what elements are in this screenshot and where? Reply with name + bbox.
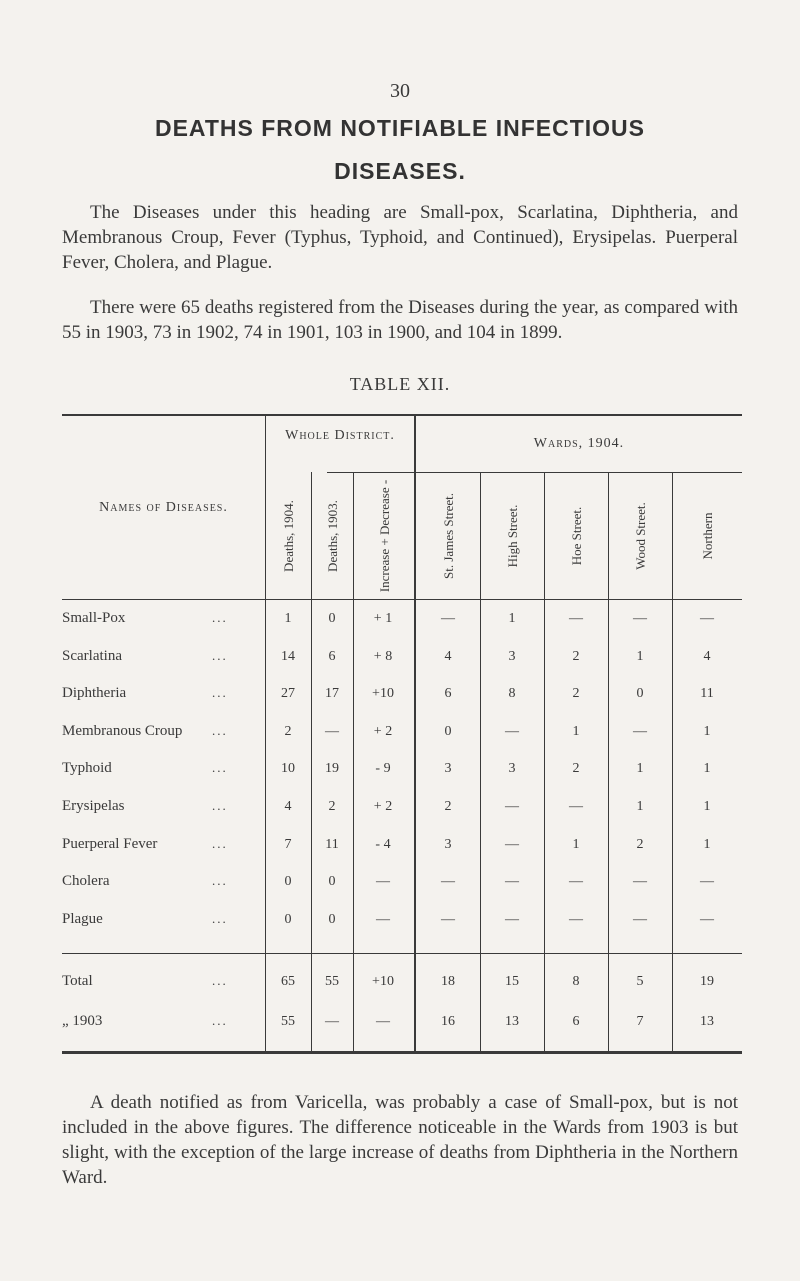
table-cell: 1 — [703, 836, 711, 852]
row-label — [62, 610, 262, 627]
row-label — [62, 911, 262, 928]
table-cell: 8 — [508, 686, 516, 702]
table-cell: 0 — [284, 874, 292, 890]
table-cell: 1 — [284, 611, 292, 626]
table-cell: 0 — [444, 723, 452, 739]
table-cell: — — [569, 911, 583, 927]
table-cell: + 8 — [373, 648, 393, 664]
disease-name: Plague — [62, 911, 106, 927]
table-cell: 2 — [444, 799, 452, 814]
table-cell: 6 — [444, 686, 452, 702]
table-cell: — — [633, 874, 647, 890]
table-cell: 3 — [508, 761, 516, 777]
disease-name: Scarlatina — [62, 648, 125, 664]
row-label — [62, 685, 262, 702]
leader-dots: ... — [212, 685, 228, 701]
table-cell: — — [376, 911, 390, 927]
table-cell: 1 — [508, 611, 516, 626]
table-cell: — — [441, 874, 455, 890]
table-cell: — — [376, 874, 390, 890]
wards-header: Wards, 1904. — [533, 436, 625, 451]
table-cell: — — [505, 874, 519, 890]
table-cell: — — [569, 799, 583, 814]
table-cell: 4 — [703, 648, 711, 664]
column-header-increase-decrease: Increase + Decrease - — [376, 479, 391, 593]
disease-name: Membranous Croup — [62, 723, 185, 739]
leader-dots: ... — [212, 798, 228, 813]
table-cell: — — [700, 874, 714, 890]
table-cell: 13 — [700, 1014, 714, 1029]
row-label — [62, 973, 262, 990]
table-cell: — — [325, 723, 339, 739]
table-cell: — — [441, 911, 455, 927]
deaths-summary-paragraph: There were 65 deaths registered from the Diseases during the year, as compared with 55 in 1903, 73 in 1902, 74 in 1901, 103 in 1900, and 104 in 1899. — [62, 297, 738, 343]
disease-name: Small-Pox — [62, 610, 128, 626]
table-cell: 13 — [505, 1014, 519, 1029]
table-cell: 15 — [505, 974, 519, 989]
table-cell: 65 — [281, 974, 295, 989]
table-cell: 10 — [281, 761, 295, 777]
table-cell: 1 — [703, 723, 711, 739]
leader-dots: ... — [212, 835, 228, 851]
column-header-hoe-street: Hoe Street. — [568, 506, 584, 566]
disease-name: Erysipelas — [62, 798, 127, 814]
row-label — [62, 1013, 262, 1030]
table-cell: 7 — [284, 836, 292, 852]
table-cell: — — [505, 723, 519, 739]
table-cell: 2 — [328, 799, 336, 814]
table-cell: — — [376, 1014, 390, 1029]
deaths-table — [62, 414, 742, 1054]
disease-name: Total — [62, 973, 96, 989]
table-cell: 17 — [325, 686, 339, 702]
table-cell: 0 — [284, 911, 292, 927]
table-cell: 1 — [636, 761, 644, 777]
table-cell: 16 — [441, 1014, 455, 1029]
table-cell: +10 — [372, 974, 394, 989]
table-cell: 55 — [281, 1014, 295, 1029]
table-cell: 11 — [325, 836, 339, 852]
column-header-deaths-1904: Deaths, 1904. — [280, 500, 296, 572]
leader-dots: ... — [212, 910, 228, 926]
table-cell: 19 — [325, 761, 339, 777]
table-cell: +10 — [372, 686, 394, 702]
table-cell: 0 — [636, 686, 644, 702]
table-cell: 8 — [572, 974, 580, 989]
table-cell: 7 — [636, 1014, 644, 1029]
names-of-diseases-header: Names of Diseases. — [99, 500, 228, 515]
page-heading: DEATHS FROM NOTIFIABLE INFECTIOUS — [154, 115, 645, 141]
row-label — [62, 798, 262, 815]
table-cell: 3 — [508, 648, 516, 664]
table-cell: 2 — [572, 648, 580, 664]
closing-paragraph: A death notified as from Varicella, was probably a case of Small-pox, but is not included in the above figures. The difference noticeable in the Wards from 1903 is but slight, with the exception of the large increase of deaths from Diphtheria in the Northern Ward. — [62, 1092, 738, 1188]
table-cell: 11 — [700, 686, 714, 702]
table-cell: - 4 — [375, 836, 391, 852]
table-cell: 1 — [703, 761, 711, 777]
row-label — [62, 648, 262, 665]
table-cell: 2 — [636, 836, 644, 852]
disease-name: „ 1903 — [62, 1013, 105, 1029]
leader-dots: ... — [212, 1013, 228, 1028]
page-heading-continued: DISEASES. — [334, 158, 466, 184]
table-cell: 6 — [328, 648, 336, 664]
table-cell: 1 — [572, 836, 580, 852]
table-cell: — — [633, 911, 647, 927]
column-header-deaths-1903: Deaths, 1903. — [324, 500, 340, 572]
disease-name: Diphtheria — [62, 685, 129, 701]
table-cell: 2 — [284, 723, 292, 739]
column-header-high-street: High Street. — [504, 504, 520, 568]
table-cell: 0 — [328, 611, 336, 626]
table-cell: 3 — [444, 761, 452, 777]
page-number: 30 — [390, 80, 410, 102]
table-cell: + 2 — [373, 723, 393, 739]
table-cell: 0 — [328, 874, 336, 890]
table-cell: + 2 — [373, 799, 393, 814]
table-cell: 18 — [441, 974, 455, 989]
leader-dots: ... — [212, 647, 228, 663]
table-cell: — — [325, 1014, 339, 1029]
table-cell: 3 — [444, 836, 452, 852]
table-cell: — — [505, 836, 519, 852]
table-title: TABLE XII. — [349, 374, 451, 394]
table-cell: 4 — [284, 799, 292, 814]
table-cell: — — [505, 799, 519, 814]
leader-dots: ... — [212, 610, 228, 625]
table-cell: 2 — [572, 761, 580, 777]
table-cell: 0 — [328, 911, 336, 927]
table-cell: 19 — [700, 974, 714, 989]
table-cell: 2 — [572, 686, 580, 702]
table-cell: — — [633, 611, 647, 626]
table-cell: 4 — [444, 648, 452, 664]
table-cell: — — [569, 611, 583, 626]
row-label — [62, 836, 262, 853]
leader-dots: ... — [212, 873, 228, 889]
row-label — [62, 723, 262, 740]
table-cell: 6 — [572, 1014, 580, 1029]
leader-dots: ... — [212, 722, 228, 738]
table-cell: 27 — [281, 686, 295, 702]
disease-name: Puerperal Fever — [62, 836, 160, 852]
table-cell: 1 — [703, 799, 711, 814]
column-header-st-james-street: St. James Street. — [440, 493, 456, 579]
table-cell: 1 — [636, 799, 644, 814]
table-cell: — — [700, 911, 714, 927]
column-header-wood-street: Wood Street. — [632, 502, 648, 570]
intro-paragraph: The Diseases under this heading are Small-pox, Scarlatina, Diphtheria, and Membranous Croup, Fever (Typhus, Typhoid, and Continued), Erysipelas. Puerperal Fever, Cholera, and Plague. — [62, 202, 738, 273]
disease-name: Cholera — [62, 873, 112, 889]
whole-district-header: Whole District. — [285, 428, 395, 443]
table-cell: - 9 — [375, 761, 391, 777]
table-cell: 1 — [572, 723, 580, 739]
disease-name: Typhoid — [62, 760, 115, 776]
table-cell: — — [700, 611, 714, 626]
table-cell: — — [441, 611, 455, 626]
table-cell: 14 — [281, 648, 295, 664]
row-label — [62, 873, 262, 890]
leader-dots: ... — [212, 760, 228, 776]
table-cell: 1 — [636, 648, 644, 664]
table-cell: 55 — [325, 974, 339, 989]
table-cell: — — [505, 911, 519, 927]
leader-dots: ... — [212, 973, 228, 988]
table-cell: 5 — [636, 974, 644, 989]
row-label — [62, 760, 262, 777]
table-cell: + 1 — [373, 611, 393, 626]
column-header-northern: Northern — [699, 512, 715, 560]
table-cell: — — [633, 723, 647, 739]
table-cell: — — [569, 874, 583, 890]
